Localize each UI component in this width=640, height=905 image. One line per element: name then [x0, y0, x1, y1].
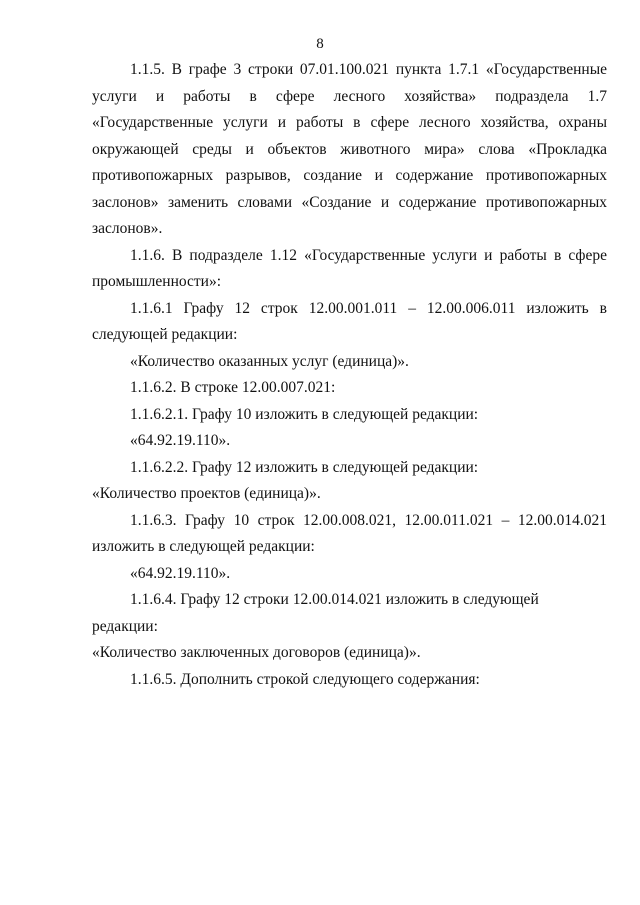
quote-1-1-6-2-1: «64.92.19.110».: [130, 432, 231, 449]
paragraph-1-1-6-3: 1.1.6.3. Графу 10 строк 12.00.008.021, 12.00.011.021 – 12.00.014.021 изложить в следующей редакции:: [92, 511, 607, 555]
quote-1-1-6-4: «Количество заключенных договоров (единица)».: [92, 644, 421, 661]
paragraph-1-1-6-4: 1.1.6.4. Графу 12 строки 12.00.014.021 изложить в следующей редакции:: [92, 591, 539, 635]
paragraph-1-1-6-2-1: 1.1.6.2.1. Графу 10 изложить в следующей редакции:: [130, 405, 479, 423]
document-body: [92, 57, 607, 693]
paragraph-1-1-6-5: 1.1.6.5. Дополнить строкой следующего содержания:: [130, 670, 480, 688]
quote-1-1-6-1: «Количество оказанных услуг (единица)».: [130, 352, 409, 370]
page-number: 8: [316, 36, 324, 52]
paragraph-1-1-5: 1.1.5. В графе 3 строки 07.01.100.021 пункта 1.7.1 «Государственные услуги и работы в сфере лесного хозяйства» подраздела 1.7 «Государственные услуги и работы в сфере лесного хозяйства, охраны окружающей среды и объектов животного мира» слова «Прокладка противопожарных разрывов, создание и содержание противопожарных заслонов» заменить словами «Создание и содержание противопожарных заслонов».: [92, 61, 607, 237]
paragraph-1-1-6-2-2: 1.1.6.2.2. Графу 12 изложить в следующей редакции:: [130, 458, 479, 476]
paragraph-1-1-6: 1.1.6. В подразделе 1.12 «Государственные услуги и работы в сфере промышленности»:: [92, 246, 607, 290]
quote-1-1-6-2-2: «Количество проектов (единица)».: [92, 485, 321, 502]
paragraph-1-1-6-2: 1.1.6.2. В строке 12.00.007.021:: [130, 379, 336, 396]
paragraph-1-1-6-1: 1.1.6.1 Графу 12 строк 12.00.001.011 – 12.00.006.011 изложить в следующей редакции:: [92, 299, 607, 343]
quote-1-1-6-3: «64.92.19.110».: [130, 564, 231, 582]
